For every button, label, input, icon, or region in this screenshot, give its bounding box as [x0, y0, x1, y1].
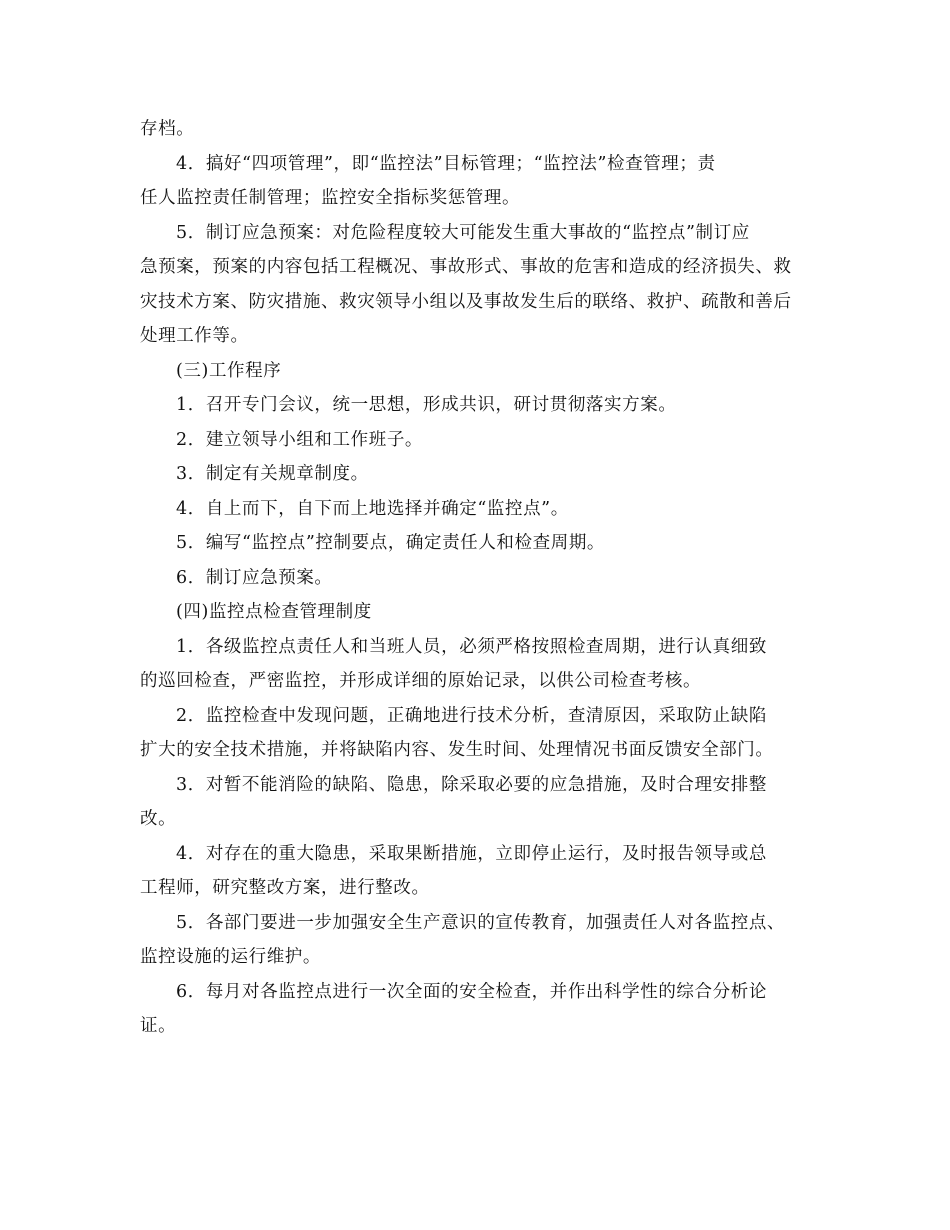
- paragraph: [140, 526, 820, 561]
- text-line: 4．搞好“四项管理”，即“监控法”目标管理；“监控法”检查管理；责: [176, 153, 716, 174]
- paragraph: [140, 975, 820, 1044]
- paragraph: [140, 630, 820, 699]
- text-line: 工程师，研究整改方案，进行整改。: [140, 878, 430, 898]
- text-line: 4．对存在的重大隐患，采取果断措施，立即停止运行，及时报告领导或总: [176, 843, 767, 864]
- paragraph: [140, 388, 820, 423]
- text-line: 的巡回检查，严密监控，并形成详细的原始记录，以供公司检查考核。: [140, 671, 702, 691]
- paragraph: [140, 457, 820, 492]
- text-line: 6．制订应急预案。: [176, 567, 333, 588]
- text-line: 6．每月对各监控点进行一次全面的安全检查，并作出科学性的综合分析论: [176, 981, 767, 1002]
- text-line: 改。: [140, 809, 177, 829]
- document-body: [140, 112, 820, 1044]
- paragraph: [140, 699, 820, 768]
- text-line: 3．对暂不能消险的缺陷、隐患，除采取必要的应急措施，及时合理安排整: [176, 774, 767, 795]
- text-line: 急预案，预案的内容包括工程概况、事故形式、事故的危害和造成的经济损失、救: [140, 257, 792, 277]
- paragraph: [140, 112, 820, 147]
- paragraph: [140, 595, 820, 630]
- paragraph: [140, 147, 820, 216]
- paragraph: [140, 423, 820, 458]
- text-line: 灾技术方案、防灾措施、救灾领导小组以及事故发生后的联络、救护、疏散和善后: [140, 291, 792, 312]
- text-line: 1．各级监控点责任人和当班人员，必须严格按照检查周期，进行认真细致: [176, 636, 767, 657]
- text-line: 处理工作等。: [140, 326, 249, 346]
- text-line: 2．建立领导小组和工作班子。: [176, 429, 424, 450]
- text-line: 证。: [140, 1016, 177, 1036]
- text-line: 1．召开专门会议，统一思想，形成共识，研讨贯彻落实方案。: [176, 395, 677, 415]
- text-line: (四)监控点检查管理制度: [176, 602, 372, 622]
- text-line: 监控设施的运行维护。: [140, 947, 321, 967]
- text-line: 5．各部门要进一步加强安全生产意识的宣传教育，加强责任人对各监控点、: [176, 912, 786, 933]
- text-line: 5．编写“监控点”控制要点，确定责任人和检查周期。: [176, 533, 606, 553]
- text-line: 扩大的安全技术措施，并将缺陷内容、发生时间、处理情况书面反馈安全部门。: [140, 740, 774, 760]
- text-line: 4．自上而下，自下而上地选择并确定“监控点”。: [176, 498, 569, 519]
- paragraph: [140, 216, 820, 354]
- paragraph: [140, 354, 820, 389]
- text-line: 5．制订应急预案：对危险程度较大可能发生重大事故的“监控点”制订应: [176, 222, 750, 243]
- text-line: 任人监控责任制管理；监控安全指标奖惩管理。: [140, 188, 521, 208]
- paragraph: [140, 768, 820, 837]
- text-line: 存档。: [140, 119, 195, 139]
- paragraph: [140, 837, 820, 906]
- paragraph: [140, 492, 820, 527]
- paragraph: [140, 561, 820, 596]
- text-line: 2．监控检查中发现问题，正确地进行技术分析，查清原因，采取防止缺陷: [176, 705, 767, 726]
- text-line: (三)工作程序: [176, 360, 282, 381]
- text-line: 3．制定有关规章制度。: [176, 464, 369, 484]
- paragraph: [140, 906, 820, 975]
